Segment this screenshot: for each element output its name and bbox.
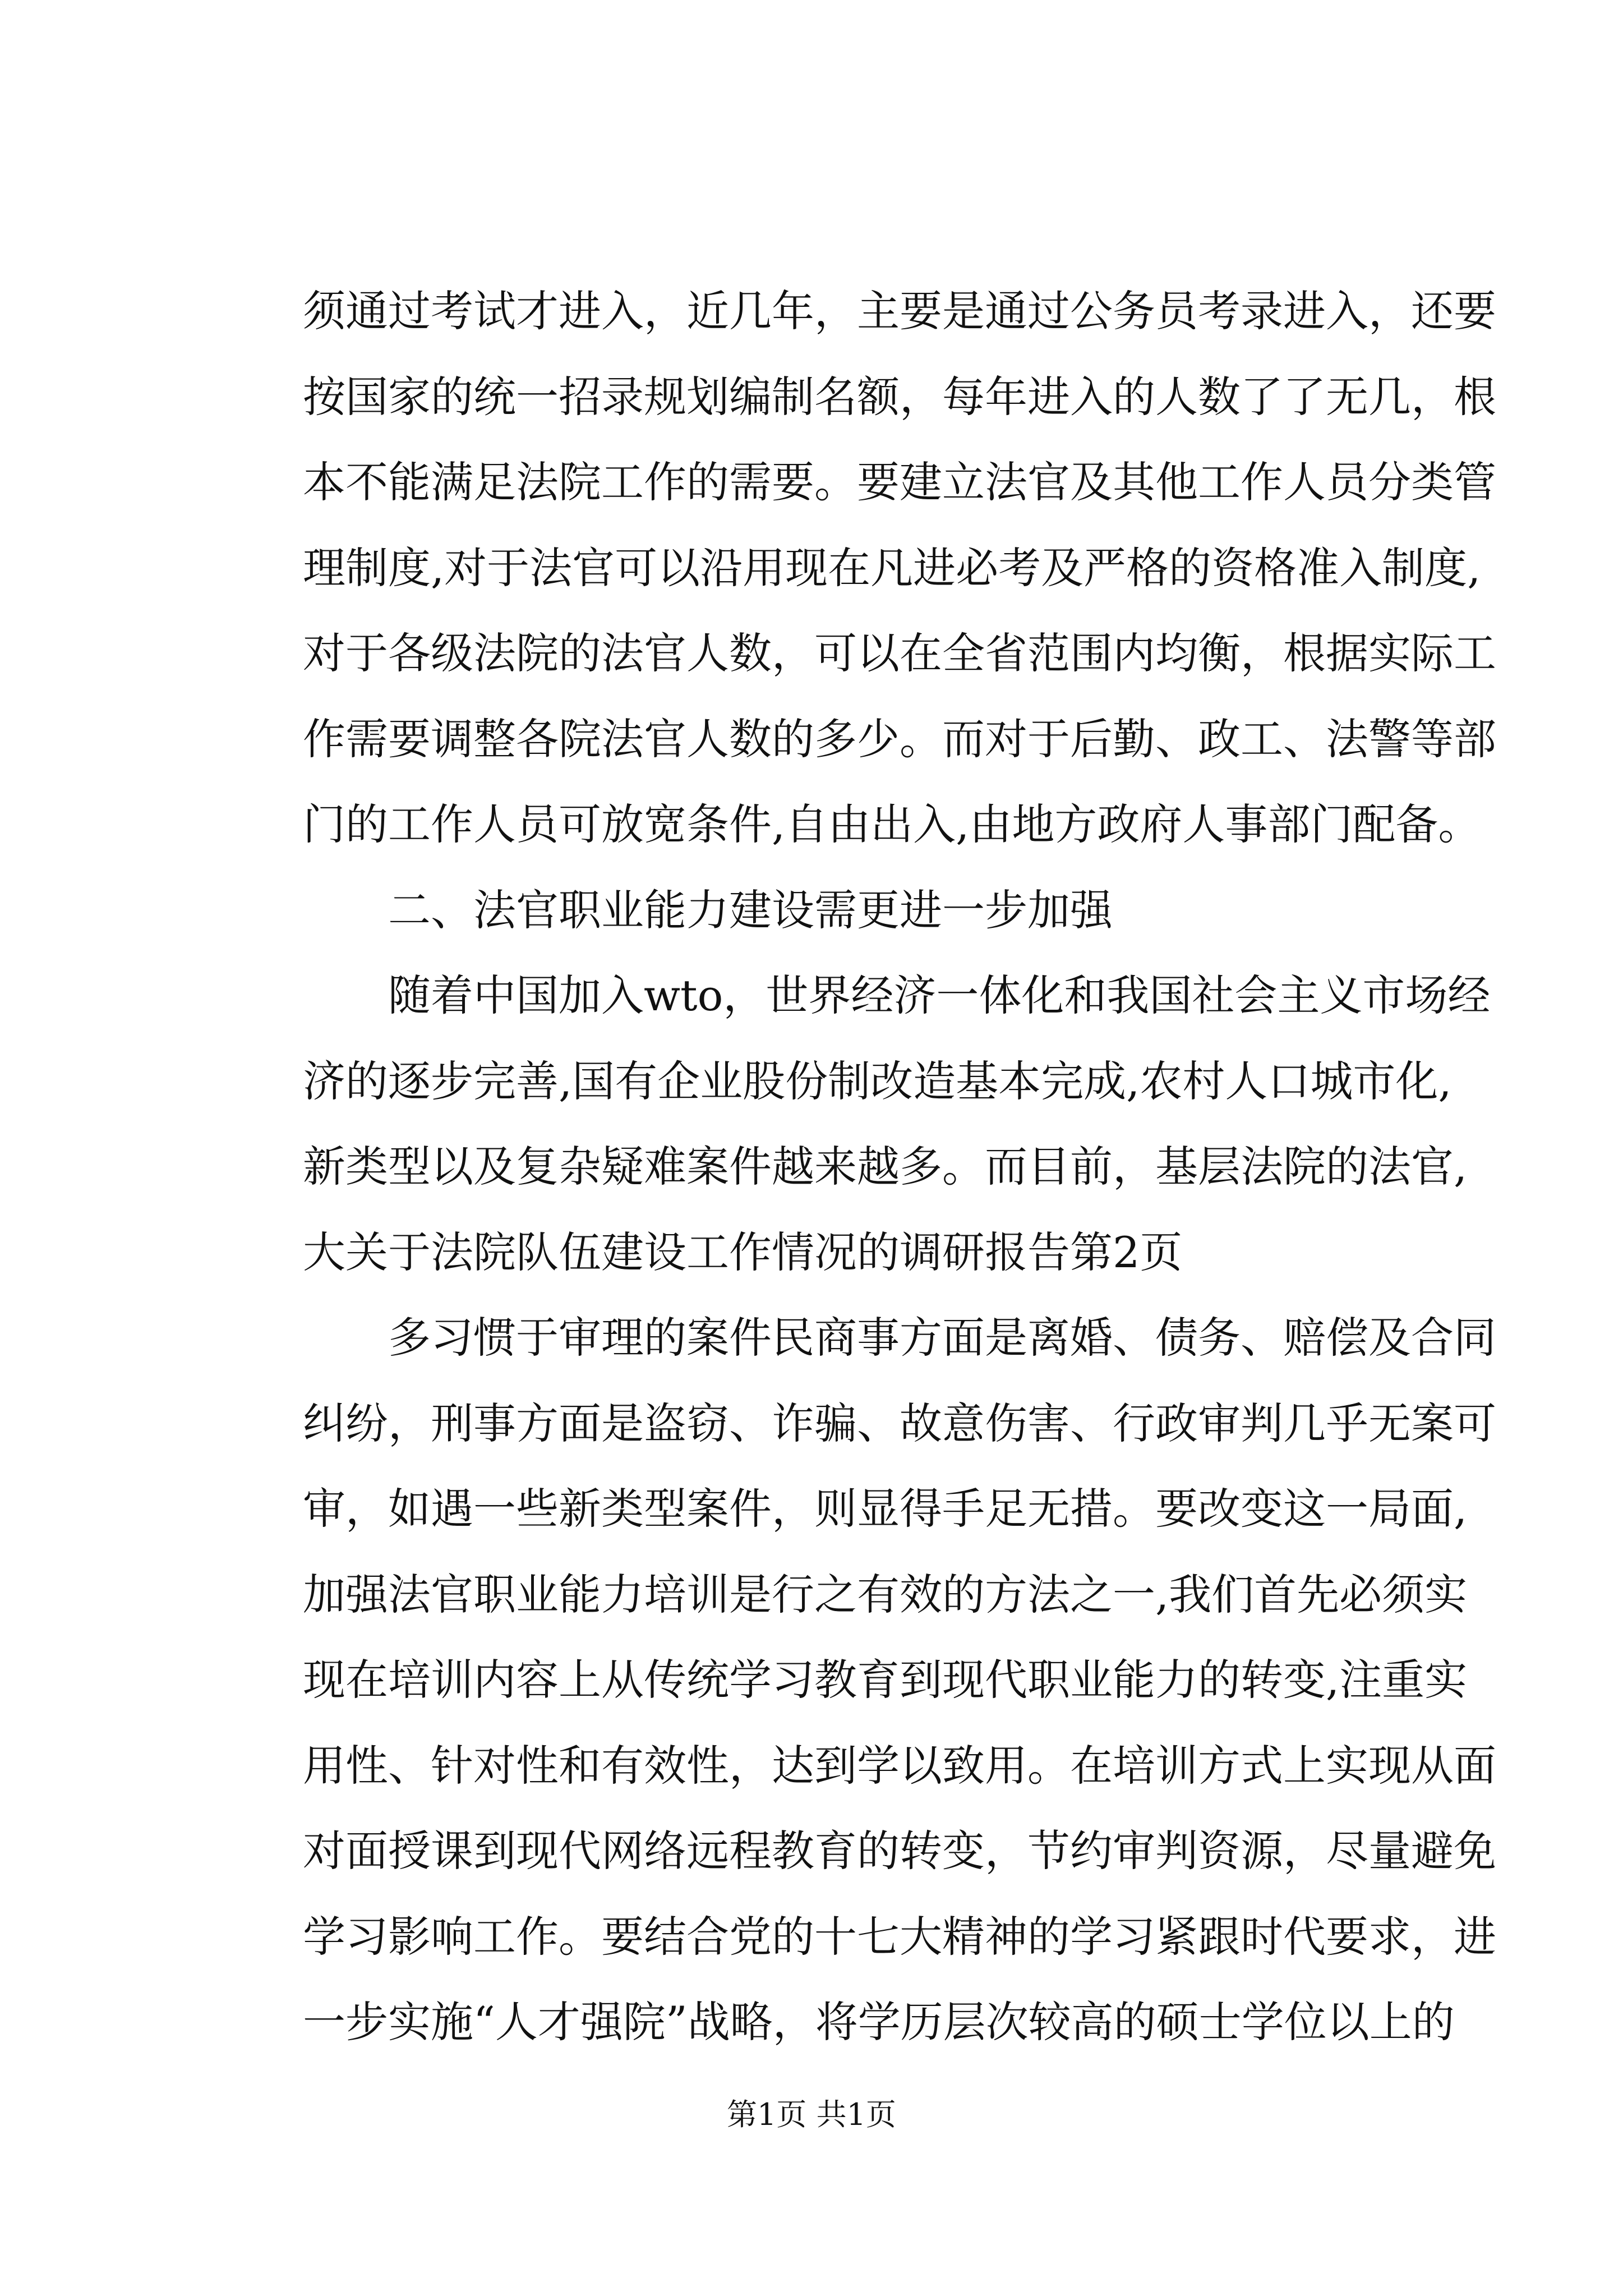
text-line: 多习惯于审理的案件民商事方面是离婚、债务、赔偿及合同 [303,1313,1496,1363]
text-line: 学习影响工作。要结合党的十七大精神的学习紧跟时代要求，进 [303,1911,1496,1962]
text-line: 对面授课到现代网络远程教育的转变，节约审判资源，尽量避免 [303,1826,1496,1876]
page-footer: 第1页 共1页 [727,2097,896,2132]
text-line: 用性、针对性和有效性，达到学以致用。在培训方式上实现从面 [303,1740,1496,1791]
section-heading: 二、法官职业能力建设需更进一步加强 [303,885,1113,935]
text-line: 审，如遇一些新类型案件，则显得手足无措。要改变这一局面, [303,1484,1468,1534]
text-line: 理制度,对于法官可以沿用现在凡进必考及严格的资格准入制度, [303,542,1481,593]
text-line: 按国家的统一招录规划编制名额，每年进入的人数了了无几，根 [303,371,1496,422]
text-line: 随着中国加入wto，世界经济一体化和我国社会主义市场经 [303,970,1491,1020]
text-line: 作需要调整各院法官人数的多少。而对于后勤、政工、法警等部 [303,714,1496,764]
text-line: 加强法官职业能力培训是行之有效的方法之一,我们首先必须实 [303,1569,1468,1619]
text-line: 济的逐步完善,国有企业股份制改造基本完成,农村人口城市化, [303,1056,1452,1106]
text-line: 新类型以及复杂疑难案件越来越多。而目前，基层法院的法官, [303,1142,1468,1191]
text-line: 纠纷，刑事方面是盗窃、诈骗、故意伤害、行政审判几乎无案可 [303,1398,1496,1448]
text-line: 对于各级法院的法官人数，可以在全省范围内均衡，根据实际工 [303,628,1496,678]
text-line: 一步实施“人才强院”战略，将学历层次较高的硕士学位以上的 [303,1997,1455,2047]
text-line: 门的工作人员可放宽条件,自由出入,由地方政府人事部门配备。 [303,799,1481,849]
text-line: 现在培训内容上从传统学习教育到现代职业能力的转变,注重实 [303,1655,1468,1705]
text-line: 大关于法院队伍建设工作情况的调研报告第2页 [303,1227,1183,1277]
text-line: 本不能满足法院工作的需要。要建立法官及其他工作人员分类管 [303,457,1496,507]
text-line: 须通过考试才进入，近几年，主要是通过公务员考录进入，还要 [303,286,1496,336]
